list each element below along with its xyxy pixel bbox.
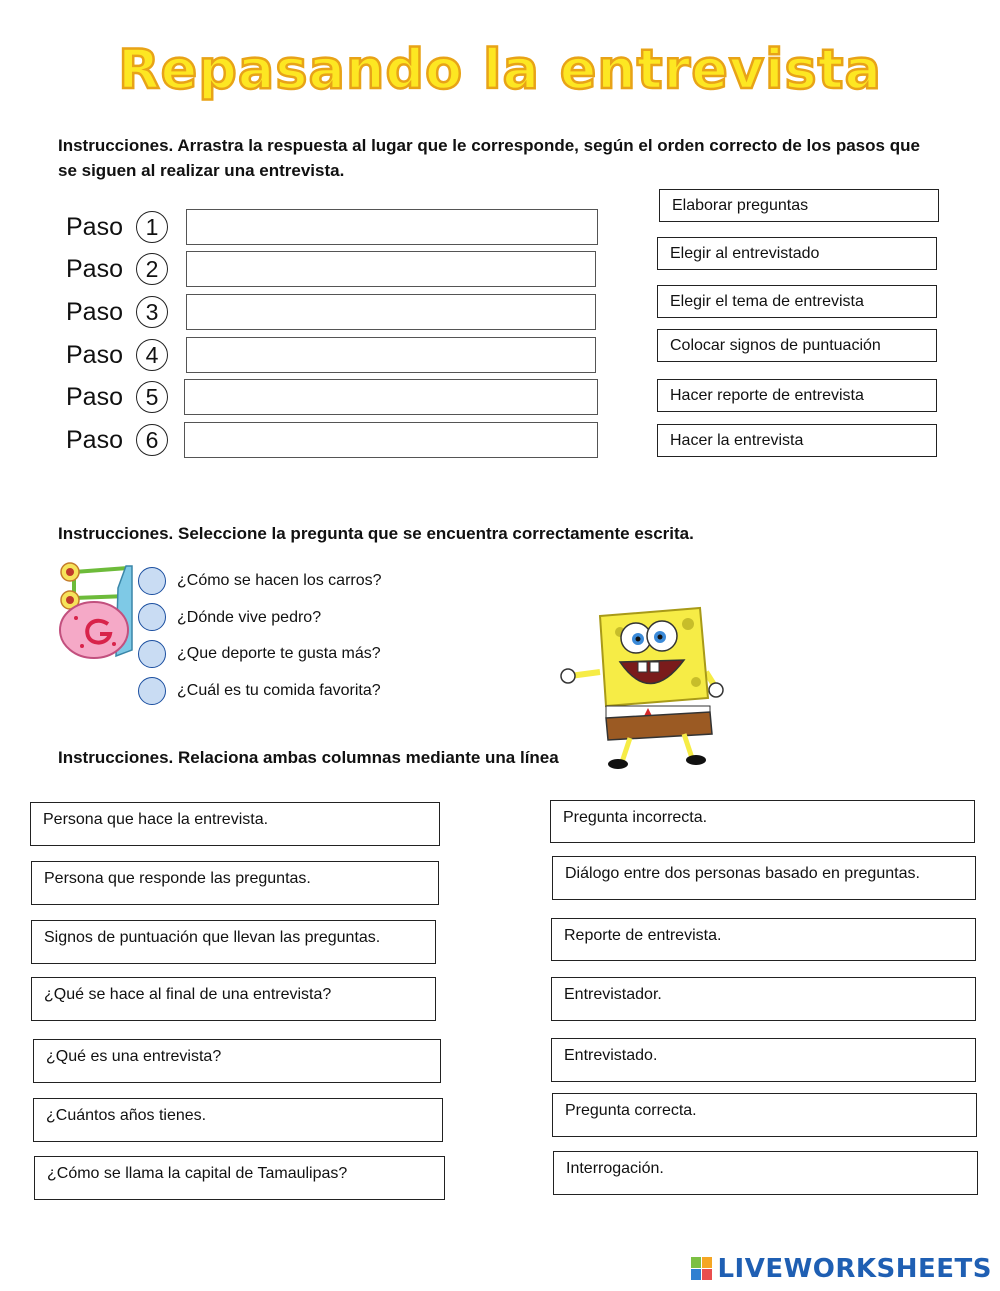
paso-row-6 — [66, 422, 168, 458]
paso-label: Paso — [66, 297, 123, 326]
paso-label: Paso — [66, 382, 123, 411]
draggable-option[interactable]: Elegir el tema de entrevista — [657, 285, 937, 318]
match-right-item[interactable]: Entrevistador. — [551, 977, 976, 1021]
page-title: Repasando la entrevista — [118, 38, 882, 101]
match-left-item[interactable]: Persona que responde las preguntas. — [31, 861, 439, 905]
answer-radio[interactable] — [138, 567, 166, 595]
match-left-item[interactable]: ¿Qué se hace al final de una entrevista? — [31, 977, 436, 1021]
match-left-item[interactable]: ¿Cuántos años tienes. — [33, 1098, 443, 1142]
step-number-circle: 3 — [136, 296, 168, 328]
paso-label: Paso — [66, 340, 123, 369]
drop-zone-step-1[interactable] — [186, 209, 598, 245]
step-number-circle: 4 — [136, 339, 168, 371]
drop-zone-step-5[interactable] — [184, 379, 598, 415]
match-right-item[interactable]: Interrogación. — [553, 1151, 978, 1195]
answer-option-text: ¿Cómo se hacen los carros? — [177, 572, 382, 589]
draggable-option[interactable]: Elaborar preguntas — [659, 189, 939, 222]
match-left-item[interactable]: Persona que hace la entrevista. — [30, 802, 440, 846]
draggable-option[interactable]: Hacer reporte de entrevista — [657, 379, 937, 412]
paso-label: Paso — [66, 254, 123, 283]
match-right-item[interactable]: Pregunta incorrecta. — [550, 800, 975, 843]
paso-row-5 — [66, 379, 168, 415]
answer-option-text: ¿Dónde vive pedro? — [177, 609, 322, 626]
match-left-item[interactable]: Signos de puntuación que llevan las preguntas. — [31, 920, 436, 964]
paso-row-1 — [66, 209, 168, 245]
answer-radio[interactable] — [138, 677, 166, 705]
match-left-item[interactable]: ¿Cómo se llama la capital de Tamaulipas? — [34, 1156, 445, 1200]
drop-zone-step-3[interactable] — [186, 294, 596, 330]
match-left-item[interactable]: ¿Qué es una entrevista? — [33, 1039, 441, 1083]
answer-option-text: ¿Cuál es tu comida favorita? — [177, 682, 381, 699]
brand-icon — [691, 1257, 713, 1281]
answer-option-text: ¿Que deporte te gusta más? — [177, 645, 381, 662]
drop-zone-step-4[interactable] — [186, 337, 596, 373]
step-number-circle: 1 — [136, 211, 168, 243]
instructions-ordering: Instrucciones. Arrastra la respuesta al lugar que le corresponde, según el orden correcto de los pasos que se siguen al realizar una entrevista. — [58, 136, 920, 180]
paso-label: Paso — [66, 425, 123, 454]
match-right-item[interactable]: Pregunta correcta. — [552, 1093, 977, 1137]
draggable-option[interactable]: Elegir al entrevistado — [657, 237, 937, 270]
draggable-option[interactable]: Colocar signos de puntuación — [657, 329, 937, 362]
paso-row-4 — [66, 337, 168, 373]
match-right-item[interactable]: Entrevistado. — [551, 1038, 976, 1082]
brand-logo — [691, 1254, 992, 1284]
drop-zone-step-6[interactable] — [184, 422, 598, 458]
paso-label: Paso — [66, 212, 123, 241]
step-number-circle: 6 — [136, 424, 168, 456]
snail-illustration — [56, 558, 138, 664]
instructions-select: Instrucciones. Seleccione la pregunta que se encuentra correctamente escrita. — [58, 524, 694, 543]
answer-radio[interactable] — [138, 640, 166, 668]
match-right-item[interactable]: Diálogo entre dos personas basado en preguntas. — [552, 856, 976, 900]
brand-name: LIVEWORKSHEETS — [717, 1254, 992, 1284]
match-right-item[interactable]: Reporte de entrevista. — [551, 918, 976, 961]
answer-radio[interactable] — [138, 603, 166, 631]
drop-zone-step-2[interactable] — [186, 251, 596, 287]
paso-row-2 — [66, 251, 168, 287]
paso-row-3 — [66, 294, 168, 330]
draggable-option[interactable]: Hacer la entrevista — [657, 424, 937, 457]
step-number-circle: 2 — [136, 253, 168, 285]
step-number-circle: 5 — [136, 381, 168, 413]
instructions-match: Instrucciones. Relaciona ambas columnas mediante una línea — [58, 748, 559, 767]
